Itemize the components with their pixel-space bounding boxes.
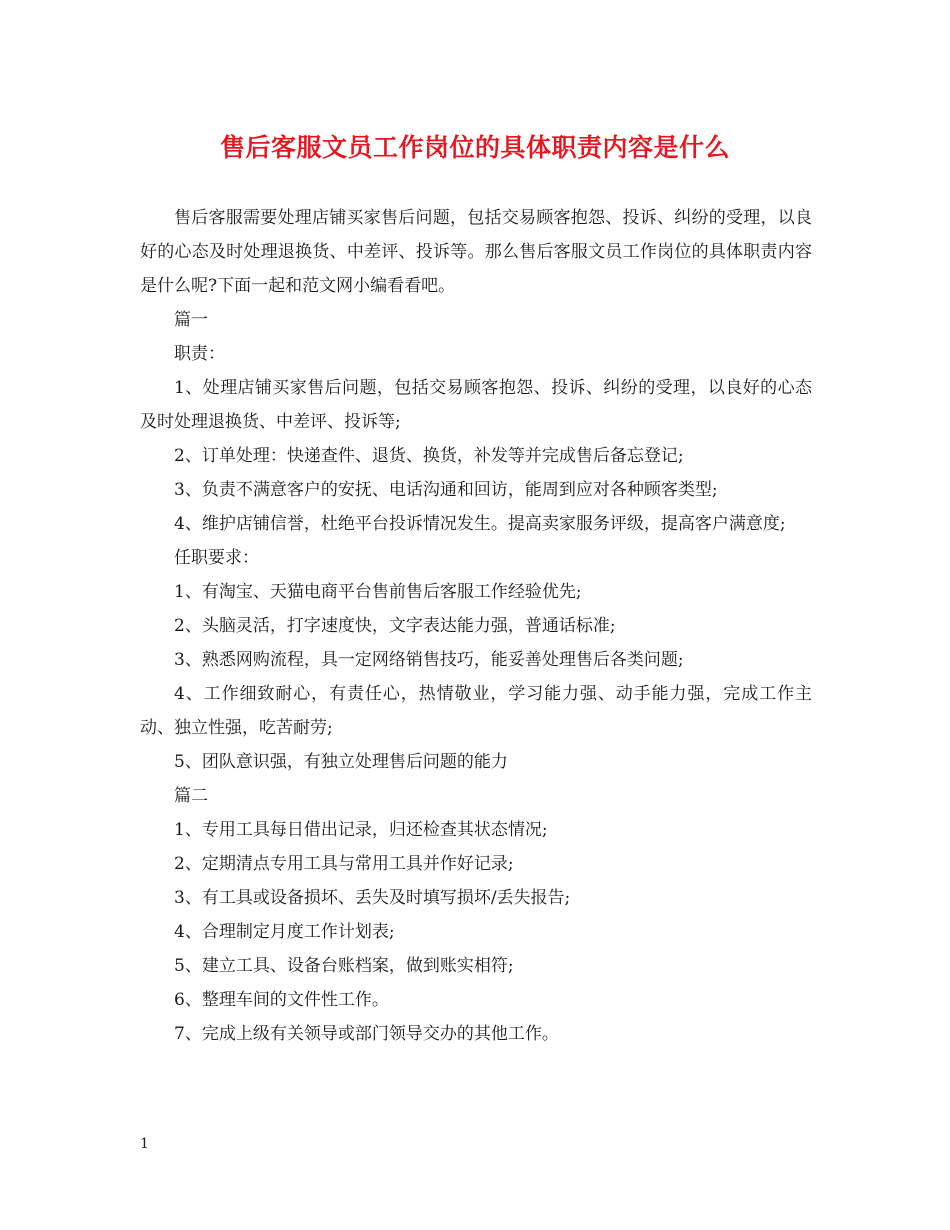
task-item-3: 3、有工具或设备损坏、丢失及时填写损坏/丢失报告;: [174, 888, 571, 908]
duty-item-1: 1、处理店铺买家售后问题，包括交易顾客抱怨、投诉、纠纷的受理，以良好的心态及时处理退换货、中差评、投诉等;: [140, 378, 812, 432]
document-title: 售后客服文员工作岗位的具体职责内容是什么: [219, 133, 730, 162]
requirement-item-2: 2、头脑灵活，打字速度快，文字表达能力强，普通话标准;: [174, 616, 616, 636]
subheading-requirements: 任职要求：: [174, 548, 259, 568]
requirement-item-3: 3、熟悉网购流程，具一定网络销售技巧，能妥善处理售后各类问题;: [174, 650, 684, 670]
requirement-item-4: 4、工作细致耐心，有责任心，热情敬业，学习能力强、动手能力强，完成工作主动、独立性强，吃苦耐劳;: [140, 684, 812, 738]
task-item-1: 1、专用工具每日借出记录，归还检查其状态情况;: [174, 820, 548, 840]
requirement-item-1: 1、有淘宝、天猫电商平台售前售后客服工作经验优先;: [174, 582, 582, 602]
task-item-2: 2、定期清点专用工具与常用工具并作好记录;: [174, 854, 514, 874]
document-body: [140, 201, 812, 1051]
task-item-5: 5、建立工具、设备台账档案，做到账实相符;: [174, 956, 514, 976]
task-item-4: 4、合理制定月度工作计划表;: [174, 922, 395, 942]
page-number: 1: [140, 1136, 149, 1152]
task-item-7: 7、完成上级有关领导或部门领导交办的其他工作。: [174, 1024, 559, 1044]
section-heading-part-two: 篇二: [174, 786, 208, 806]
intro-paragraph: 售后客服需要处理店铺买家售后问题，包括交易顾客抱怨、投诉、纠纷的受理，以良好的心态及时处理退换货、中差评、投诉等。那么售后客服文员工作岗位的具体职责内容是什么呢?下面一起和范文网小编看看吧。: [140, 208, 812, 296]
task-item-6: 6、整理车间的文件性工作。: [174, 990, 389, 1010]
subheading-duties: 职责：: [174, 344, 225, 364]
duty-item-3: 3、负责不满意客户的安抚、电话沟通和回访，能周到应对各种顾客类型;: [174, 480, 718, 500]
duty-item-4: 4、维护店铺信誉，杜绝平台投诉情况发生。提高卖家服务评级，提高客户满意度;: [174, 514, 786, 534]
section-heading-part-one: 篇一: [174, 310, 208, 330]
requirement-item-5: 5、团队意识强，有独立处理售后问题的能力: [174, 752, 508, 772]
duty-item-2: 2、订单处理：快递查件、退货、换货，补发等并完成售后备忘登记;: [174, 446, 684, 466]
